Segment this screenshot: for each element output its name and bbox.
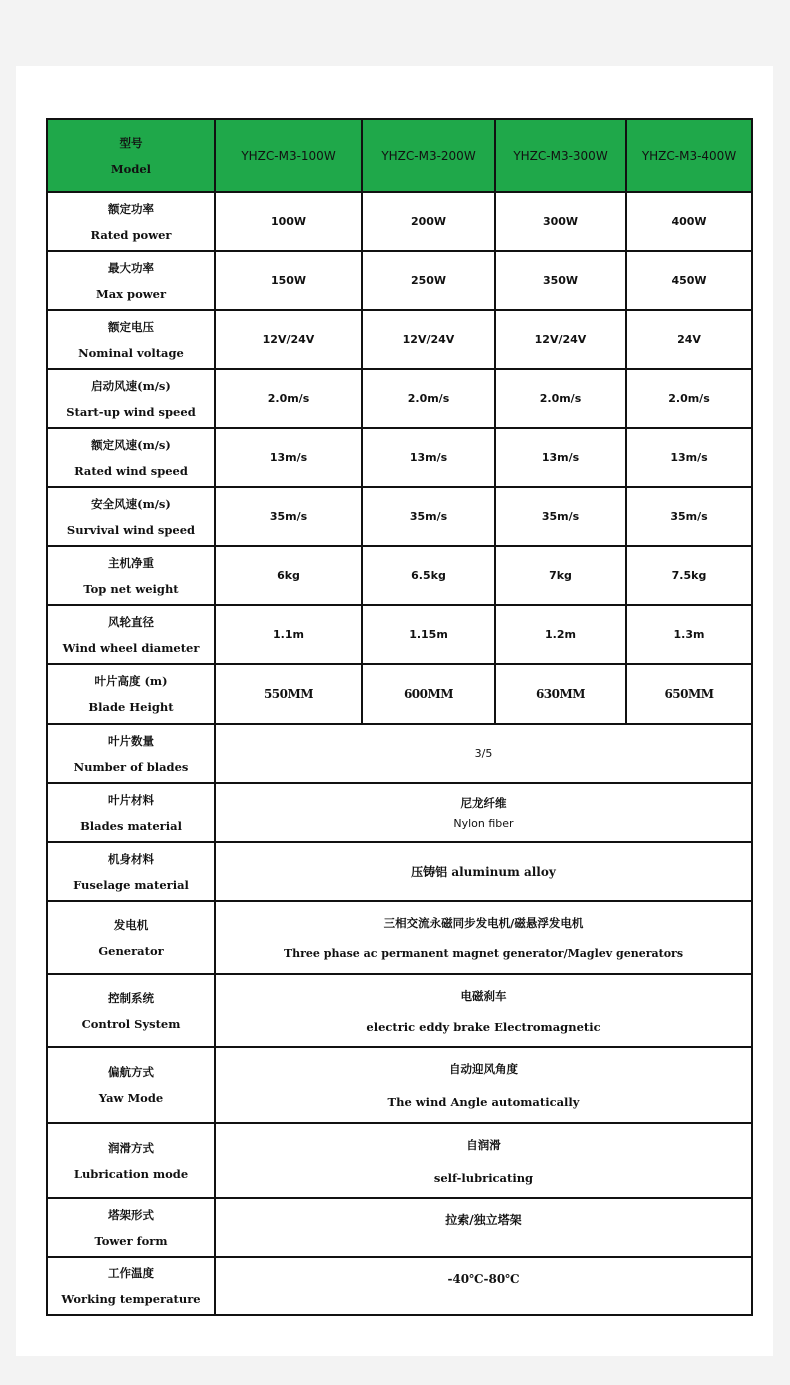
row-label: [47, 369, 215, 428]
model-name: YHZC-M3-400W: [626, 119, 752, 192]
row-label-en: Control System: [81, 1016, 181, 1031]
row-label-zh: 工作温度: [108, 1266, 154, 1280]
spec-value-wide: [215, 1123, 752, 1198]
row-label-en: Start-up wind speed: [66, 404, 196, 419]
row-label-en: Top net weight: [83, 581, 179, 596]
spec-value-wide: 3/5: [215, 724, 752, 783]
spec-value: 550MM: [215, 664, 362, 724]
spec-value: 200W: [362, 192, 495, 251]
spec-value: 250W: [362, 251, 495, 310]
row-label-zh: 控制系统: [108, 990, 154, 1005]
spec-value: 12V/24V: [495, 310, 626, 369]
row-label-zh: 额定电压: [108, 319, 154, 334]
value-zh: 自润滑: [466, 1137, 501, 1152]
row-label-en: Nominal voltage: [78, 345, 184, 360]
spec-value-wide: 拉索/独立塔架: [215, 1198, 752, 1257]
row-label-en: Tower form: [94, 1233, 168, 1248]
spec-row: [47, 842, 752, 901]
spec-row: [47, 901, 752, 974]
spec-value: 1.15m: [362, 605, 495, 664]
spec-value: 2.0m/s: [362, 369, 495, 428]
row-label-zh: 额定功率: [108, 201, 154, 216]
row-label: [47, 842, 215, 901]
spec-value-wide: [215, 1047, 752, 1123]
row-label-zh: 风轮直径: [108, 614, 154, 629]
value-zh: 电磁刹车: [460, 988, 507, 1003]
row-label-zh: 主机净重: [108, 555, 154, 570]
row-label-zh: 最大功率: [108, 260, 154, 275]
spec-value: 35m/s: [215, 487, 362, 546]
spec-row: [47, 974, 752, 1047]
row-label-en: Yaw Mode: [98, 1091, 164, 1105]
spec-value: 1.2m: [495, 605, 626, 664]
spec-value: 7kg: [495, 546, 626, 605]
row-label: [47, 1257, 215, 1315]
spec-value: 2.0m/s: [215, 369, 362, 428]
model-label-cell: [47, 119, 215, 192]
row-label-zh: 安全风速(m/s): [91, 496, 171, 511]
row-label-zh: 启动风速(m/s): [91, 378, 171, 393]
row-label-zh: 叶片材料: [108, 792, 154, 807]
spec-value-wide: -40℃-80℃: [215, 1257, 752, 1315]
spec-value: 300W: [495, 192, 626, 251]
spec-value: 2.0m/s: [495, 369, 626, 428]
row-label: [47, 783, 215, 842]
value-zh: 自动迎风角度: [449, 1062, 518, 1076]
row-label: [47, 310, 215, 369]
spec-value: 650MM: [626, 664, 752, 724]
spec-value: 600MM: [362, 664, 495, 724]
row-label: [47, 664, 215, 724]
row-label-en: Number of blades: [73, 759, 189, 774]
spec-value: 13m/s: [495, 428, 626, 487]
spec-row: [47, 428, 752, 487]
spec-value: 13m/s: [215, 428, 362, 487]
spec-row: [47, 487, 752, 546]
spec-row: [47, 724, 752, 783]
row-label-en: Generator: [98, 943, 164, 958]
spec-value-wide: [215, 901, 752, 974]
row-label: [47, 487, 215, 546]
value-en: Nylon fiber: [453, 817, 514, 830]
spec-value-wide: [215, 974, 752, 1047]
spec-value: 350W: [495, 251, 626, 310]
value-en: self-lubricating: [433, 1170, 534, 1185]
row-label-en: Max power: [95, 286, 167, 301]
spec-value: 35m/s: [362, 487, 495, 546]
spec-row: [47, 1198, 752, 1257]
value-zh: 尼龙纤维: [460, 796, 507, 810]
row-label: [47, 251, 215, 310]
spec-value: 630MM: [495, 664, 626, 724]
row-label: [47, 605, 215, 664]
spec-value: 1.1m: [215, 605, 362, 664]
row-label-zh: 润滑方式: [108, 1140, 154, 1155]
model-name: YHZC-M3-100W: [215, 119, 362, 192]
row-label: [47, 1047, 215, 1123]
spec-row: [47, 369, 752, 428]
spec-row: [47, 192, 752, 251]
row-label-en: Rated power: [90, 227, 172, 242]
spec-value-wide: 压铸铝 aluminum alloy: [215, 842, 752, 901]
spec-row: [47, 605, 752, 664]
row-label-en: Blade Height: [88, 700, 174, 714]
spec-value: 35m/s: [626, 487, 752, 546]
row-label-en: Lubrication mode: [73, 1166, 189, 1181]
spec-value: 150W: [215, 251, 362, 310]
row-label-en: Working temperature: [61, 1292, 201, 1306]
spec-value-wide: [215, 783, 752, 842]
model-label-zh: 型号: [119, 135, 143, 150]
row-label: [47, 1198, 215, 1257]
value-en: The wind Angle automatically: [387, 1095, 580, 1109]
row-label: [47, 192, 215, 251]
spec-row: [47, 664, 752, 724]
row-label-en: Blades material: [80, 818, 182, 833]
spec-row: [47, 310, 752, 369]
spec-value: 2.0m/s: [626, 369, 752, 428]
row-label-en: Rated wind speed: [74, 463, 188, 478]
row-label-en: Fuselage material: [73, 877, 189, 892]
spec-row: [47, 1257, 752, 1315]
row-label-zh: 叶片数量: [108, 733, 154, 748]
spec-value: 35m/s: [495, 487, 626, 546]
value-en: electric eddy brake Electromagnetic: [366, 1019, 601, 1034]
spec-table: [46, 118, 753, 1316]
row-label-en: Wind wheel diameter: [62, 640, 200, 655]
row-label-zh: 额定风速(m/s): [91, 437, 171, 452]
header-row: [47, 119, 752, 192]
row-label-zh: 发电机: [113, 917, 149, 932]
value-zh: 三相交流永磁同步发电机/磁悬浮发电机: [383, 916, 584, 930]
model-name: YHZC-M3-200W: [362, 119, 495, 192]
row-label: [47, 724, 215, 783]
row-label-zh: 偏航方式: [108, 1065, 154, 1079]
spec-value: 13m/s: [362, 428, 495, 487]
row-label-zh: 机身材料: [108, 851, 154, 866]
spec-value: 6kg: [215, 546, 362, 605]
row-label-en: Survival wind speed: [66, 522, 196, 537]
value-en: Three phase ac permanent magnet generator/Maglev generators: [283, 947, 684, 960]
row-label: [47, 1123, 215, 1198]
spec-value: 13m/s: [626, 428, 752, 487]
spec-row: [47, 1047, 752, 1123]
spec-value: 100W: [215, 192, 362, 251]
spec-value: 400W: [626, 192, 752, 251]
model-label-en: Model: [110, 161, 152, 176]
spec-row: [47, 1123, 752, 1198]
spec-value: 12V/24V: [215, 310, 362, 369]
row-label: [47, 974, 215, 1047]
spec-row: [47, 783, 752, 842]
model-name: YHZC-M3-300W: [495, 119, 626, 192]
row-label-zh: 叶片高度 (m): [94, 674, 168, 688]
spec-value: 6.5kg: [362, 546, 495, 605]
row-label: [47, 546, 215, 605]
spec-value: 1.3m: [626, 605, 752, 664]
row-label: [47, 428, 215, 487]
spec-value: 24V: [626, 310, 752, 369]
row-label: [47, 901, 215, 974]
spec-value: 12V/24V: [362, 310, 495, 369]
spec-row: [47, 251, 752, 310]
row-label-zh: 塔架形式: [108, 1207, 154, 1222]
spec-value: 450W: [626, 251, 752, 310]
spec-value: 7.5kg: [626, 546, 752, 605]
spec-row: [47, 546, 752, 605]
